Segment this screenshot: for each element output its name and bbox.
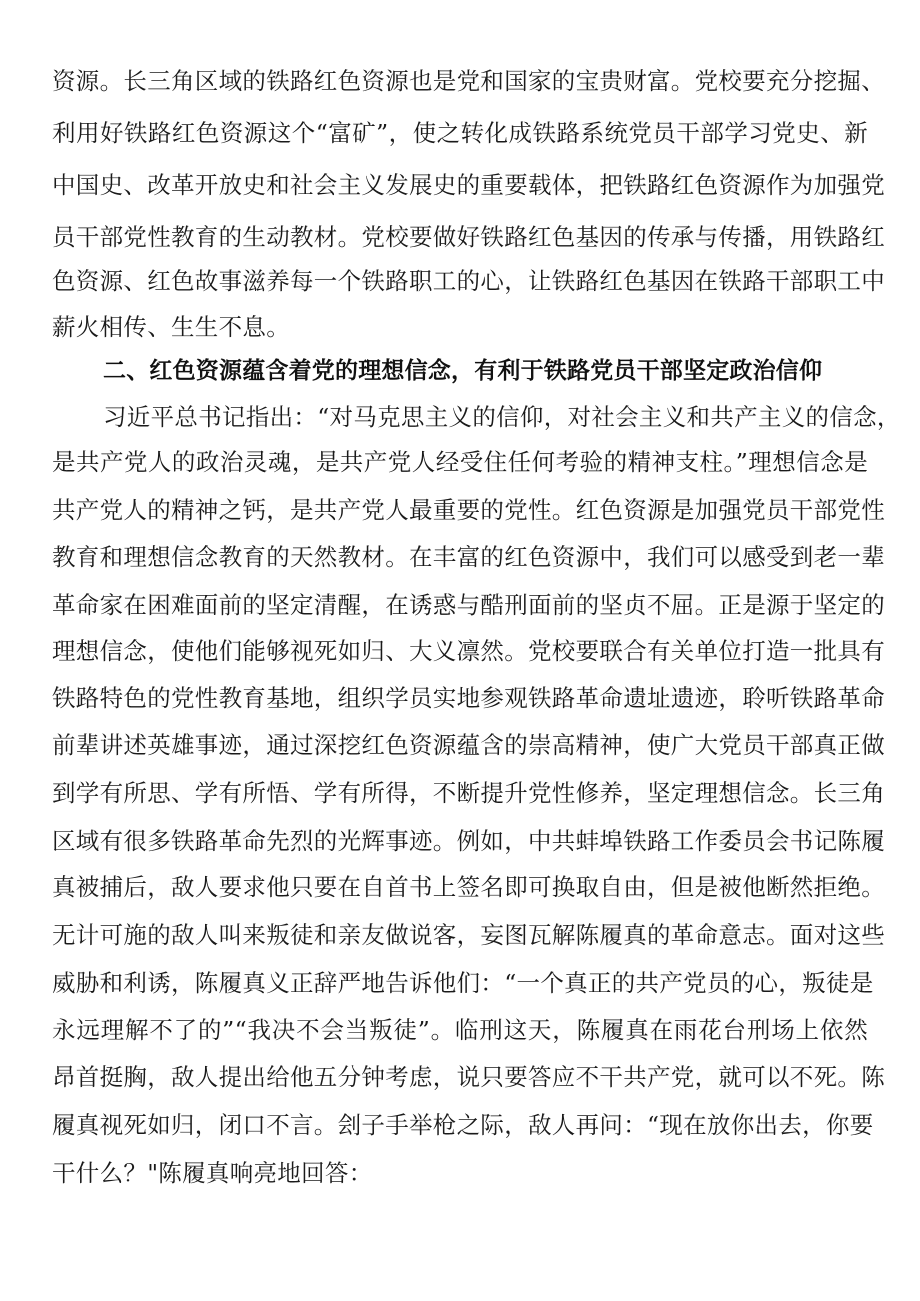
paragraph-line: 是共产党人的政治灵魂，是共产党人经受住任何考验的精神支柱。”理想信念是 (52, 448, 868, 476)
paragraph-line: 昂首挺胸，敌人提出给他五分钟考虑，说只要答应不干共产党，就可以不死。陈 (52, 1063, 885, 1091)
paragraph-line: 员干部党性教育的生动教材。党校要做好铁路红色基因的传承与传播，用铁路红 (52, 223, 885, 251)
paragraph-line: 铁路特色的党性教育基地，组织学员实地参观铁路革命遗址遗迹，聆听铁路革命 (52, 684, 885, 712)
paragraph-line: 色资源、红色故事滋养每一个铁路职工的心，让铁路红色基因在铁路干部职工中 (52, 267, 885, 295)
paragraph-line: 威胁和利诱，陈履真义正辞严地告诉他们：“一个真正的共产党员的心，叛徒是 (52, 969, 874, 997)
paragraph-line: 履真视死如归，闭口不言。刽子手举枪之际，敌人再问：“现在放你出去，你要 (52, 1111, 874, 1139)
paragraph-line: 利用好铁路红色资源这个“富矿”，使之转化成铁路系统党员干部学习党史、新 (52, 119, 868, 147)
paragraph-line: 干什么？"陈履真响亮地回答： (52, 1159, 373, 1187)
paragraph-line: 永远理解不了的”“我决不会当叛徒”。临刑这天，陈履真在雨花台刑场上依然 (52, 1016, 868, 1044)
paragraph-line: 共产党人的精神之钙，是共产党人最重要的党性。红色资源是加强党员干部党性 (52, 496, 885, 524)
paragraph-line: 真被捕后，敌人要求他只要在自首书上签名即可换取自由，但是被他断然拒绝。 (52, 873, 885, 901)
paragraph-line: 中国史、改革开放史和社会主义发展史的重要载体，把铁路红色资源作为加强党 (52, 171, 885, 199)
paragraph-line: 教育和理想信念教育的天然教材。在丰富的红色资源中，我们可以感受到老一辈 (52, 543, 885, 571)
section-heading: 二、红色资源蕴含着党的理想信念，有利于铁路党员干部坚定政治信仰 (103, 358, 823, 384)
paragraph-line: 区域有很多铁路革命先烈的光辉事迹。例如，中共蚌埠铁路工作委员会书记陈履 (52, 827, 885, 855)
paragraph-line: 薪火相传、生生不息。 (52, 313, 290, 341)
paragraph-line: 前辈讲述英雄事迹，通过深挖红色资源蕴含的崇高精神，使广大党员干部真正做 (52, 731, 885, 759)
paragraph-line: 习近平总书记指出：“对马克思主义的信仰，对社会主义和共产主义的信念， (103, 403, 901, 431)
paragraph-line: 革命家在困难面前的坚定清醒，在诱惑与酷刑面前的坚贞不屈。正是源于坚定的 (52, 591, 885, 619)
paragraph-line: 理想信念，使他们能够视死如归、大义凛然。党校要联合有关单位打造一批具有 (52, 637, 885, 665)
paragraph-line: 到学有所思、学有所悟、学有所得，不断提升党性修养，坚定理想信念。长三角 (52, 779, 885, 807)
paragraph-line: 无计可施的敌人叫来叛徒和亲友做说客，妄图瓦解陈履真的革命意志。面对这些 (52, 921, 885, 949)
paragraph-line: 资源。长三角区域的铁路红色资源也是党和国家的宝贵财富。党校要充分挖掘、 (52, 67, 885, 95)
